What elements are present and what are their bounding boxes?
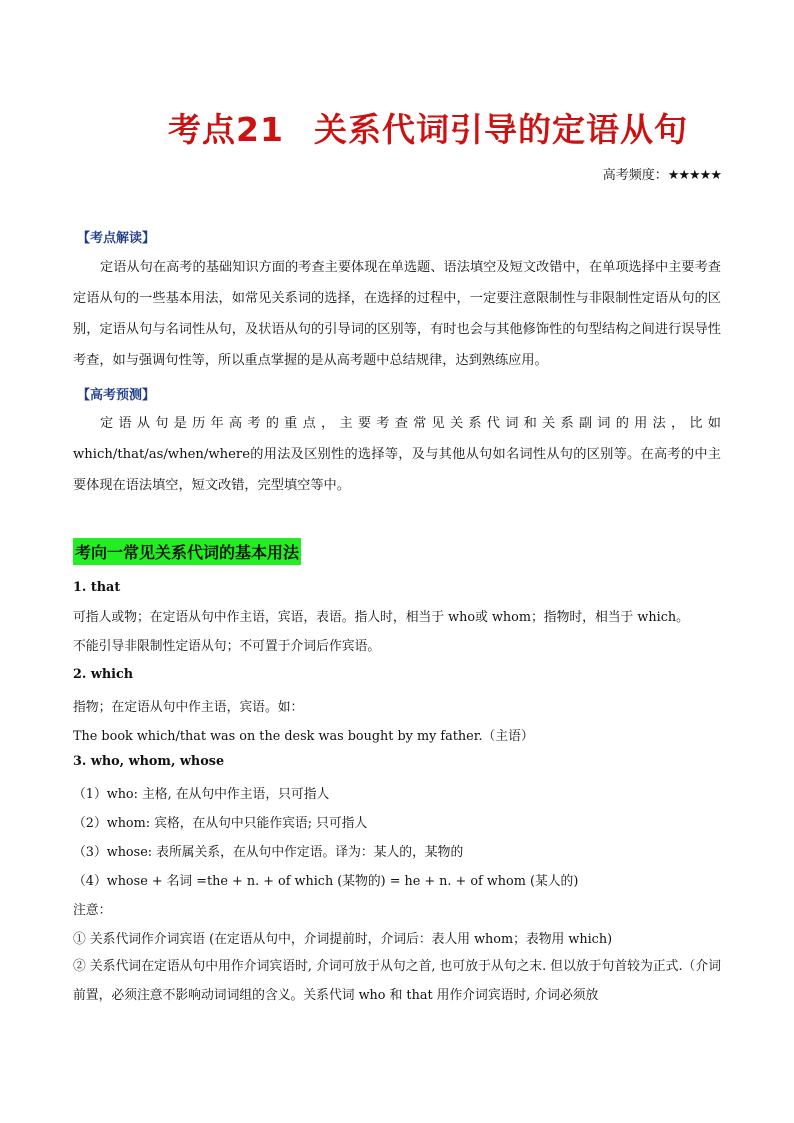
note-label: 注意： — [73, 903, 112, 918]
title-text: 关系代词引导的定语从句 — [313, 110, 688, 149]
who-point-1: （1）who: 主格, 在从句中作主语，只可指人 — [73, 787, 330, 802]
which-line-1: 指物；在定语从句中作主语，宾语。如： — [73, 700, 304, 715]
title-number: 考点21 — [168, 110, 284, 149]
item-that-body — [73, 603, 721, 661]
note-2: ② 关系代词在定语从句中用作介词宾语时, 介词可放于从句之首, 也可放于从句之末. 但以放于句首较为正式.（介词前置，必须注意不影响动词词组的含义。关系代词 who 和 that 用作介词宾语时, 介词必须放 — [73, 959, 721, 1003]
star-rating-icon: ★★★★★ — [667, 168, 721, 183]
that-line-2: 不能引导非限制性定语从句；不可置于介词后作宾语。 — [73, 639, 381, 654]
item-who-title: 3. who, whom, whose — [73, 754, 225, 769]
that-line-1: 可指人或物；在定语从句中作主语，宾语，表语。指人时，相当于 who或 whom；指物时，相当于 which。 — [73, 610, 689, 625]
prediction-paragraph — [73, 408, 721, 501]
item-which-title: 2. which — [73, 667, 134, 682]
who-point-2: （2）whom: 宾格，在从句中只能作宾语; 只可指人 — [73, 816, 368, 831]
note-1: ① 关系代词作介词宾语 (在定语从句中，介词提前时，介词后：表人用 whom；表物用 which) — [73, 932, 613, 947]
interpretation-label: 【考点解读】 — [77, 231, 156, 246]
item-that-title: 1. that — [73, 580, 121, 595]
prediction-label: 【高考预测】 — [77, 388, 156, 403]
who-point-4: （4）whose + 名词 =the + n. + of which (某物的) = he + n. + of whom (某人的) — [73, 874, 579, 889]
page-title — [168, 104, 688, 151]
prediction-text: 定语从句是历年高考的重点，主要考查常见关系代词和关系副词的用法，比如which/that/as/when/where的用法及区别性的选择等，及与其他从句如名词性从句的区别等。在高考的中主要体现在语法填空，短文改错，完型填空等中。 — [73, 416, 721, 493]
note-2-paragraph — [73, 952, 721, 1010]
interpretation-text: 定语从句在高考的基础知识方面的考查主要体现在单选题、语法填空及短文改错中，在单项选择中主要考查定语从句的一些基本用法，如常见关系词的选择，在选择的过程中，一定要注意限制性与非限制性定语从句的区别，定语从句与名词性从句，及状语从句的引导词的区别等，有时也会与其他修饰性的句型结构之间进行误导性考查，如与强调句性等，所以重点掌握的是从高考题中总结规律，达到熟练应用。 — [73, 260, 721, 368]
section-heading-highlighted: 考向一常见关系代词的基本用法 — [73, 538, 301, 565]
interpretation-paragraph — [73, 252, 721, 376]
frequency-rating — [603, 164, 721, 183]
who-point-3: （3）whose: 表所属关系，在从句中作定语。译为：某人的，某物的 — [73, 845, 464, 860]
frequency-label: 高考频度： — [602, 168, 668, 183]
which-example: The book which/that was on the desk was bought by my father.（主语） — [73, 729, 534, 744]
